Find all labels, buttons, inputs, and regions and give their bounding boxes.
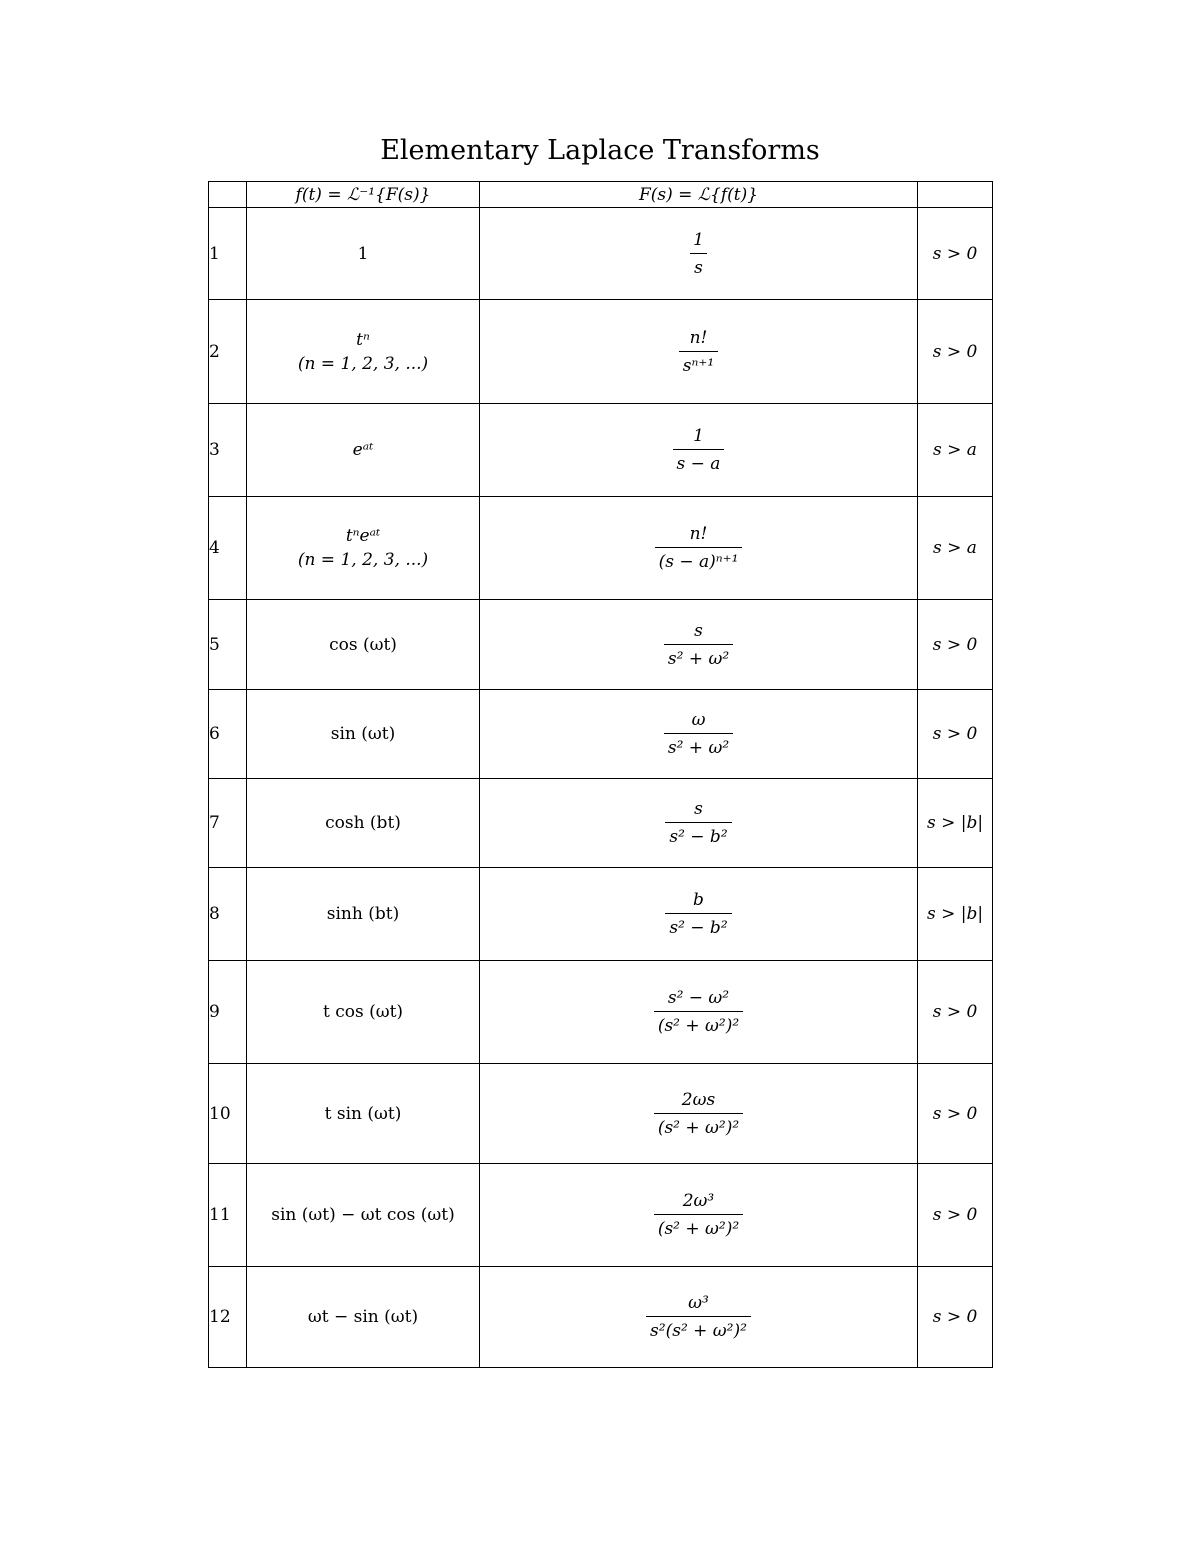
condition: s > 0 xyxy=(918,1164,993,1267)
time-function-text: eᵃᵗ xyxy=(352,440,374,460)
table-row xyxy=(209,1164,993,1267)
numerator: b xyxy=(693,890,704,910)
numerator: n! xyxy=(689,327,708,348)
table-row xyxy=(209,779,993,868)
denominator: (s² + ω²)² xyxy=(654,1214,743,1239)
transform xyxy=(480,868,918,961)
row-number: 6 xyxy=(209,690,247,779)
numerator: s² − ω² xyxy=(667,988,730,1008)
time-function xyxy=(247,208,480,300)
condition: s > 0 xyxy=(918,690,993,779)
transform xyxy=(480,690,918,779)
transform xyxy=(480,961,918,1064)
header-condition xyxy=(918,182,993,208)
page-title: Elementary Laplace Transforms xyxy=(380,135,820,166)
row-number: 12 xyxy=(209,1267,247,1368)
denominator: (s² + ω²)² xyxy=(654,1113,743,1138)
header-s-domain: F(s) = ℒ{f(t)} xyxy=(480,182,918,208)
condition: s > 0 xyxy=(918,1267,993,1368)
numerator: n! xyxy=(689,524,708,544)
header-time-domain: f(t) = ℒ⁻¹{F(s)} xyxy=(247,182,480,208)
transform xyxy=(480,404,918,497)
condition: s > 0 xyxy=(918,961,993,1064)
time-function xyxy=(247,779,480,868)
time-function xyxy=(247,1164,480,1267)
numerator: s xyxy=(694,799,703,819)
time-function xyxy=(247,404,480,497)
time-function-note: (n = 1, 2, 3, ...) xyxy=(297,353,429,374)
condition: s > a xyxy=(918,497,993,600)
condition: s > 0 xyxy=(918,600,993,690)
row-number: 11 xyxy=(209,1164,247,1267)
condition: s > |b| xyxy=(918,779,993,868)
time-function-text: sinh (bt) xyxy=(326,904,400,924)
numerator: 1 xyxy=(693,426,704,446)
table-row xyxy=(209,208,993,300)
time-function-text: t sin (ωt) xyxy=(324,1103,402,1124)
table-row xyxy=(209,868,993,961)
row-number: 9 xyxy=(209,961,247,1064)
condition: s > a xyxy=(918,404,993,497)
table-row xyxy=(209,961,993,1064)
denominator: sⁿ⁺¹ xyxy=(679,351,718,376)
transform xyxy=(480,779,918,868)
row-number: 8 xyxy=(209,868,247,961)
condition: s > 0 xyxy=(918,1064,993,1164)
row-number: 10 xyxy=(209,1064,247,1164)
denominator: s² − b² xyxy=(665,822,731,847)
header-index xyxy=(209,182,247,208)
time-function xyxy=(247,497,480,600)
numerator: s xyxy=(694,620,703,641)
condition: s > |b| xyxy=(918,868,993,961)
time-function xyxy=(247,300,480,404)
numerator: ω xyxy=(691,710,706,730)
transform xyxy=(480,208,918,300)
row-number: 1 xyxy=(209,208,247,300)
table-row xyxy=(209,1064,993,1164)
condition: s > 0 xyxy=(918,300,993,404)
row-number: 3 xyxy=(209,404,247,497)
denominator: s² + ω² xyxy=(664,644,733,669)
table-row xyxy=(209,600,993,690)
table-row xyxy=(209,690,993,779)
time-function-text: ωt − sin (ωt) xyxy=(307,1307,419,1327)
time-function xyxy=(247,1267,480,1368)
row-number: 4 xyxy=(209,497,247,600)
time-function-text: t cos (ωt) xyxy=(322,1002,404,1022)
time-function-text: 1 xyxy=(357,243,369,264)
laplace-table xyxy=(208,181,993,1368)
numerator: 1 xyxy=(693,229,704,250)
transform xyxy=(480,1267,918,1368)
transform xyxy=(480,600,918,690)
transform xyxy=(480,1064,918,1164)
transform xyxy=(480,497,918,600)
denominator: s − a xyxy=(673,449,725,474)
time-function-text: tⁿeᵃᵗ xyxy=(345,526,381,546)
denominator: (s² + ω²)² xyxy=(654,1011,743,1036)
row-number: 7 xyxy=(209,779,247,868)
time-function-text: sin (ωt) xyxy=(330,724,396,744)
time-function-text: cosh (bt) xyxy=(325,813,401,833)
time-function-text: tⁿ xyxy=(356,329,370,350)
header-row xyxy=(209,182,993,208)
denominator: s xyxy=(690,253,707,278)
numerator: ω³ xyxy=(688,1293,709,1313)
time-function xyxy=(247,600,480,690)
denominator: s²(s² + ω²)² xyxy=(646,1316,751,1341)
table-row xyxy=(209,1267,993,1368)
numerator: 2ω³ xyxy=(682,1191,715,1211)
denominator: (s − a)ⁿ⁺¹ xyxy=(655,547,743,572)
table-row xyxy=(209,404,993,497)
time-function xyxy=(247,961,480,1064)
time-function-text: sin (ωt) − ωt cos (ωt) xyxy=(271,1205,455,1225)
time-function-text: cos (ωt) xyxy=(329,634,397,655)
transform xyxy=(480,1164,918,1267)
row-number: 5 xyxy=(209,600,247,690)
condition: s > 0 xyxy=(918,208,993,300)
denominator: s² + ω² xyxy=(664,733,733,758)
numerator: 2ωs xyxy=(681,1089,716,1110)
time-function xyxy=(247,1064,480,1164)
time-function xyxy=(247,868,480,961)
row-number: 2 xyxy=(209,300,247,404)
table-row xyxy=(209,497,993,600)
time-function xyxy=(247,690,480,779)
transform xyxy=(480,300,918,404)
table-row xyxy=(209,300,993,404)
time-function-note: (n = 1, 2, 3, ...) xyxy=(297,550,429,570)
denominator: s² − b² xyxy=(665,913,731,938)
